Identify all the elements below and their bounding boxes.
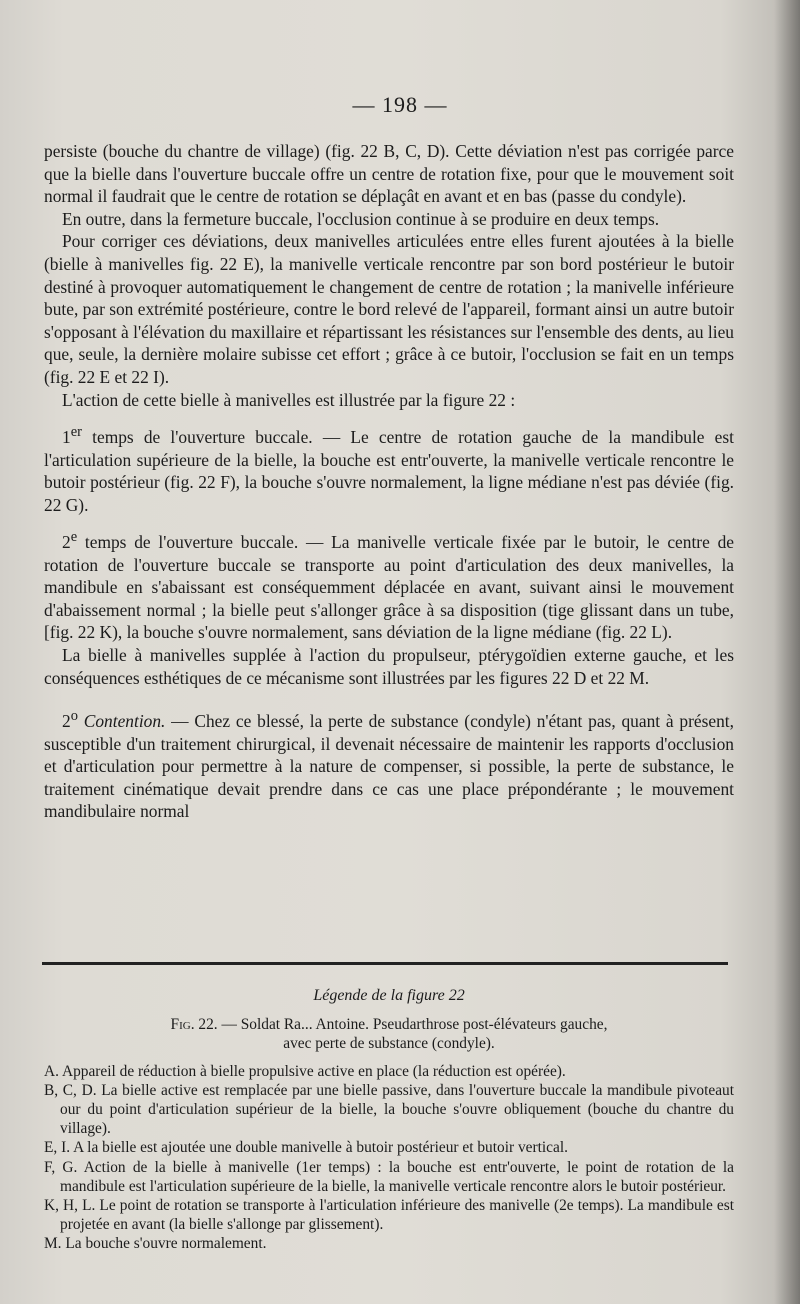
- figure-caption: [44, 1015, 734, 1053]
- ordinal-suffix: er: [70, 424, 82, 441]
- paragraph-2: En outre, dans la fermeture buccale, l'occlusion continue à se produire en deux temps.: [62, 208, 660, 229]
- paragraph-7: La bielle à manivelles supplée à l'action du propulseur, ptérygoïdien externe gauche, et les conséquences esthétiques de ce mécanisme sont illustrées par les figures 22 D et 22 M.: [44, 645, 734, 688]
- paragraph-contention-text: — Chez ce blessé, la perte de substance (condyle) n'étant pas, quant à présent, susceptible d'un traitement chirurgical, il devenait nécessaire de maintenir les rapports d'occlusion et d'articulation pour permettre à la nature de compenser, si possible, la perte de substance, le traitement cinématique devait prendre dans ce cas une place prépondérante ; le mouvement mandibulaire normal: [44, 711, 734, 822]
- legend-item: K, H, L. Le point de rotation se transporte à l'articulation inférieure des manivelle (2e temps). La mandibule est projetée en avant (la bielle s'allonge par glissement).: [44, 1197, 734, 1234]
- section-number-suffix: o: [70, 708, 78, 725]
- legend-item: B, C, D. La bielle active est remplacée par une bielle passive, dans l'ouverture buccale la mandibule pivoteaut our du point d'articulation supérieur de la bielle, la bouche s'ouvre obliquement (bouche du chantre du village).: [44, 1081, 734, 1138]
- paragraph-3: Pour corriger ces déviations, deux manivelles articulées entre elles furent ajoutées à la bielle (bielle à manivelles fig. 22 E), la manivelle verticale rencontre par son bord postérieur le butoir destiné à provoquer automatiquement le changement de centre de rotation ; la manivelle inférieure bute, par son extrémité postérieure, contre le bord relevé de l'appareil, formant ainsi un autre butoir s'opposant à l'élévation du maxillaire et répartissant les résistances sur l'ensemble des dents, au lieu que, seule, la dernière molaire subisse cet effort ; grâce à ce butoir, l'occlusion se fait en un temps (fig. 22 E et 22 I).: [44, 231, 734, 387]
- paragraph-first-time-text: temps de l'ouverture buccale. — Le centre de rotation gauche de la mandibule est l'articulation supérieure de la bielle, la bouche est entr'ouverte, la manivelle verticale rencontre le butoir postérieur (fig. 22 F), la bouche s'ouvre normalement, la ligne médiane n'est pas déviée (fig. 22 G).: [44, 426, 734, 515]
- legend-title: Légende de la figure 22: [313, 987, 465, 1004]
- legend-item: E, I. A la bielle est ajoutée une double manivelle à butoir postérieur et butoir vertical.: [44, 1139, 568, 1157]
- figure-caption-line-1: 22. — Soldat Ra... Antoine. Pseudarthrose post-élévateurs gauche,: [194, 1016, 608, 1034]
- legend-list: [44, 1062, 734, 1254]
- paragraph-first-time: [44, 421, 734, 516]
- figure-label: Fig.: [170, 1016, 195, 1034]
- page-number: — 198 —: [352, 92, 448, 117]
- ordinal-number: 1: [62, 426, 71, 447]
- ordinal-suffix: e: [70, 529, 78, 546]
- body-text: [44, 140, 734, 823]
- paragraph-1: persiste (bouche du chantre de village) (fig. 22 B, C, D). Cette déviation n'est pas corrigée parce que la bielle dans l'ouverture buccale offre un centre de rotation fixe, pour que le mouvement soit normal il faudrait que le centre de rotation se déplaçât en avant et en bas (passe du condyle).: [44, 141, 734, 207]
- legend-item: M. La bouche s'ouvre normalement.: [44, 1235, 267, 1253]
- figure-caption-line-2: avec perte de substance (condyle).: [283, 1035, 495, 1053]
- paragraph-4: L'action de cette bielle à manivelles est illustrée par la figure 22 :: [62, 389, 516, 410]
- figure-legend: [44, 986, 734, 1254]
- paragraph-second-time-text: temps de l'ouverture buccale. — La manivelle verticale fixée par le butoir, le centre de rotation de l'ouverture buccale se transporte au point d'articulation des deux manivelles, la mandibule en s'abaissant est conséquemment déplacée en avant, suivant ainsi le mouvement d'abaissement normal ; la bielle peut s'allonger grâce à sa disposition (tige glissant dans un tube, [fig. 22 K), la bouche s'ouvre normalement, sans déviation de la ligne médiane (fig. 22 L).: [44, 532, 734, 643]
- paragraph-second-time: [44, 526, 734, 644]
- section-number: 2: [62, 711, 71, 732]
- legend-item: A. Appareil de réduction à bielle propulsive active en place (la réduction est opérée).: [44, 1062, 566, 1080]
- section-heading: Contention.: [77, 711, 166, 732]
- footnote-rule: [42, 962, 728, 965]
- ordinal-number: 2: [62, 532, 71, 553]
- legend-item: F, G. Action de la bielle à manivelle (1er temps) : la bouche est entr'ouverte, le point de rotation de la mandibule est l'articulation supérieure de la bielle, la manivelle verticale rencontre alors le butoir postérieur.: [44, 1158, 734, 1195]
- page-edge-shadow: [774, 0, 800, 1304]
- paragraph-contention: [44, 705, 734, 823]
